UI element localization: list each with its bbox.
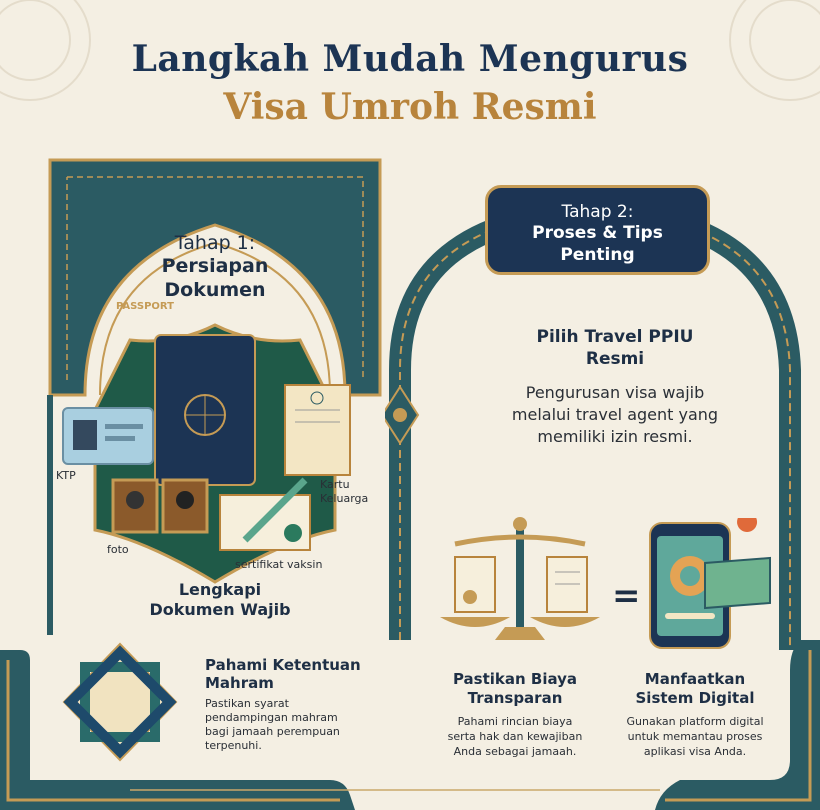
vaccine-label: sertifikat vaksin — [235, 558, 323, 571]
foto-label: foto — [107, 543, 129, 556]
digital-line: Gunakan platform digital — [626, 715, 764, 728]
cost-title-line1: Pastikan Biaya — [452, 670, 578, 688]
travel-block — [470, 326, 760, 448]
step1-subtitle — [120, 580, 320, 620]
step1-title-line2: Dokumen — [164, 279, 266, 301]
balance-scale-icon — [435, 512, 605, 652]
travel-title-line1: Pilih Travel PPIU — [536, 327, 694, 347]
travel-line: Pengurusan visa wajib — [525, 383, 705, 402]
travel-line: melalui travel agent yang — [511, 405, 719, 424]
digital-line: aplikasi visa Anda. — [643, 745, 747, 758]
travel-line: memiliki izin resmi. — [537, 427, 693, 446]
cost-block — [425, 670, 605, 759]
family-card-scroll-icon — [285, 385, 350, 475]
title-line2: Visa Umroh Resmi — [223, 86, 597, 128]
smartphone-map-icon — [645, 518, 780, 653]
passport-icon — [155, 335, 255, 485]
step2-badge — [485, 185, 710, 275]
cost-title-line2: Transparan — [467, 689, 563, 707]
step1-label: Tahap 1: — [174, 232, 256, 254]
step2-title-line1: Proses & Tips — [532, 223, 663, 243]
travel-title-line2: Resmi — [585, 349, 645, 369]
mahram-title-line2: Mahram — [205, 674, 274, 692]
passport-label: PASSPORT — [116, 301, 175, 312]
mahram-block — [205, 656, 405, 753]
subtitle-line2: Dokumen Wajib — [149, 600, 291, 619]
mahram-line: terpenuhi. — [205, 739, 262, 752]
ktp-card-icon — [63, 408, 153, 464]
ktp-label: KTP — [56, 469, 76, 482]
step1-title-line1: Persiapan — [161, 255, 269, 277]
mahram-title-line1: Pahami Ketentuan — [205, 656, 361, 674]
step2-label: Tahap 2: — [561, 202, 634, 222]
documents-illustration — [55, 320, 375, 590]
keluarga-label: Keluarga — [320, 492, 369, 505]
mahram-line: bagi jamaah perempuan — [205, 725, 340, 738]
digital-title-line2: Sistem Digital — [635, 689, 755, 707]
cost-line: Anda sebagai jamaah. — [453, 745, 577, 758]
title-line1: Langkah Mudah Mengurus — [131, 38, 689, 80]
cost-line: serta hak dan kewajiban — [447, 730, 583, 743]
cost-line: Pahami rincian biaya — [457, 715, 573, 728]
digital-block — [610, 670, 780, 759]
subtitle-line1: Lengkapi — [178, 580, 262, 599]
kartu-label: Kartu — [320, 478, 350, 491]
equals-sign: = — [612, 576, 641, 616]
digital-line: untuk memantau proses — [627, 730, 763, 743]
step2-title-line2: Penting — [560, 245, 635, 265]
step1-heading — [130, 232, 300, 302]
mahram-line: Pastikan syarat — [205, 697, 289, 710]
knot-ornament-icon — [60, 640, 180, 765]
mahram-line: pendampingan mahram — [205, 711, 338, 724]
digital-title-line1: Manfaatkan — [644, 670, 746, 688]
